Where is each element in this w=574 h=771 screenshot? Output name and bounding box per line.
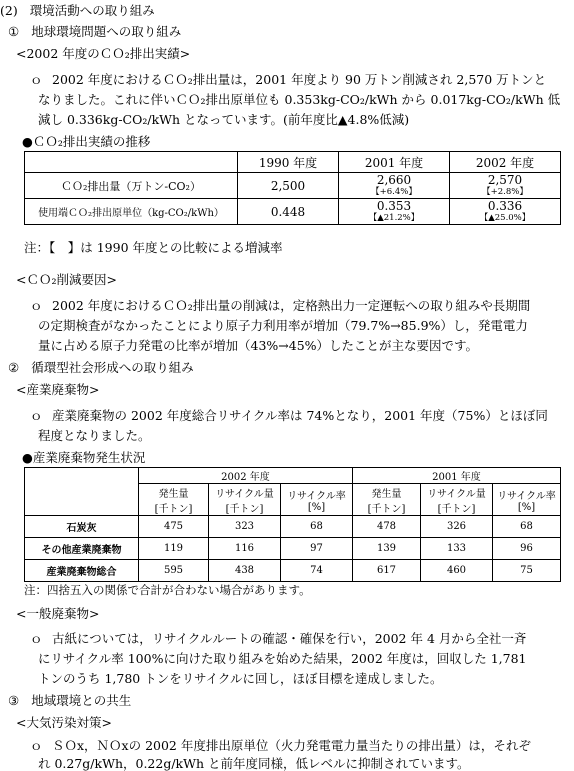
- table-cell: 0.448: [238, 199, 339, 225]
- table-cell: 133: [421, 538, 493, 560]
- subsection-1-number: ①: [8, 24, 20, 39]
- industrial-waste-table: [24, 467, 561, 582]
- co2-emissions-table: [24, 151, 561, 225]
- table-cell: 460: [421, 560, 493, 582]
- table-header-row: [25, 468, 561, 484]
- co2-results-heading: <2002 年度のＣＯ₂排出実績>: [16, 46, 191, 61]
- table-cell: 323: [209, 516, 281, 538]
- column-header: リサイクル率 [%]: [493, 484, 561, 516]
- table-row: [25, 538, 561, 560]
- table-header-row: [25, 152, 561, 173]
- table-note: 注：【 】は 1990 年度との比較による増減率: [24, 240, 283, 255]
- subsection-3-number: ③: [8, 693, 20, 708]
- column-header: 発生量 [千トン]: [139, 484, 209, 516]
- bullet-icon: ｏ: [30, 298, 43, 313]
- row-label: その他産業廃棄物: [25, 538, 139, 560]
- table-cell: 68: [281, 516, 353, 538]
- paragraph-line: 量に占める原子力発電の比率が増加（43%→45%）したことが主な要因です。: [38, 338, 479, 353]
- column-header: リサイクル量 [千トン]: [421, 484, 493, 516]
- paragraph-line: 程度となりました。: [38, 428, 151, 443]
- table-cell: 438: [209, 560, 281, 582]
- table-cell: 2,570 【+2.8%】: [450, 173, 561, 199]
- subsection-2-title: 循環型社会形成への取り組み: [31, 360, 194, 375]
- table-cell: 139: [353, 538, 421, 560]
- table-row: [25, 516, 561, 538]
- air-pollution-heading: <大気汚染対策>: [16, 715, 112, 730]
- paragraph-line: ｏ 古紙については，リサイクルルートの確認・確保を行い，2002 年 4 月から全社一斉: [30, 631, 527, 646]
- table-note: 注：四捨五入の関係で合計が合わない場合があります。: [24, 583, 311, 597]
- row-label: 石炭灰: [25, 516, 139, 538]
- table-cell: 97: [281, 538, 353, 560]
- subsection-3-title: 地域環境との共生: [31, 693, 132, 708]
- table-cell: 2,500: [238, 173, 339, 199]
- subsection-3-heading: [8, 693, 131, 709]
- general-waste-heading: <一般廃棄物>: [16, 606, 100, 621]
- table-corner-cell: [25, 468, 139, 516]
- table-cell: 617: [353, 560, 421, 582]
- paragraph-line: ｏ 2002 年度におけるＣＯ₂排出量の削減は，定格熱出力一定運転への取り組みや長期間: [30, 298, 531, 313]
- table-row: [25, 199, 561, 225]
- paragraph-line: れ 0.27g/kWh，0.22g/kWh と前年度同様，低レベルに抑制されています。: [38, 756, 470, 771]
- waste-table-title: ●産業廃棄物発生状況: [22, 450, 146, 465]
- table-cell: 0.336 【▲25.0%】: [450, 199, 561, 225]
- subsection-1-heading: [8, 24, 181, 40]
- column-header: リサイクル率 [%]: [281, 484, 353, 516]
- table-cell: 326: [421, 516, 493, 538]
- table-cell: 68: [493, 516, 561, 538]
- table-cell: 475: [139, 516, 209, 538]
- table-cell: 0.353 【▲21.2%】: [339, 199, 450, 225]
- paragraph-line: 減し 0.336kg-CO₂/kWh となっています。(前年度比▲4.8%低減): [38, 112, 410, 127]
- table-cell: 96: [493, 538, 561, 560]
- section-number: (2): [0, 3, 18, 18]
- paragraph-line: にリサイクル率 100%に向けた取り組みを始めた結果，2002 年度は，回収した 1,781: [38, 651, 527, 666]
- co2-table-title: ●ＣＯ₂排出実績の推移: [22, 134, 151, 149]
- paragraph-line: の定期検査がなかったことにより原子力利用率が増加（79.7%→85.9%）し，発電電力: [38, 318, 528, 333]
- table-header-cell: 1990 年度: [238, 152, 339, 173]
- row-label: 使用端ＣＯ₂排出原単位（kg-CO₂/kWh）: [25, 199, 238, 225]
- row-label: ＣＯ₂排出量（万トン-CO₂）: [25, 173, 238, 199]
- subsection-2-number: ②: [8, 360, 20, 375]
- table-header-cell: 2001 年度: [339, 152, 450, 173]
- column-header: 発生量 [千トン]: [353, 484, 421, 516]
- co2-reduction-heading: <ＣＯ₂削減要因>: [16, 272, 117, 287]
- bullet-icon: ｏ: [30, 408, 43, 423]
- bullet-icon: ｏ: [30, 72, 43, 87]
- bullet-icon: ｏ: [30, 738, 43, 753]
- table-cell: 2,660 【+6.4%】: [339, 173, 450, 199]
- table-row: [25, 173, 561, 199]
- paragraph-line: ｏ ＳＯx，ＮＯxの 2002 年度排出原単位（火力発電電力量当たりの排出量）は，それぞ: [30, 738, 531, 753]
- subsection-2-heading: [8, 360, 194, 376]
- section-header: [0, 3, 155, 19]
- table-cell: 74: [281, 560, 353, 582]
- paragraph-line: なりました。これに伴いＣＯ₂排出原単位も 0.353kg-CO₂/kWh から 0.017kg-CO₂/kWh 低: [38, 92, 561, 107]
- year-header-2002: 2002 年度: [139, 468, 353, 484]
- paragraph-line: ｏ 産業廃棄物の 2002 年度総合リサイクル率は 74%となり，2001 年度（75%）とほぼ同: [30, 408, 548, 423]
- industrial-waste-heading: <産業廃棄物>: [16, 382, 100, 397]
- table-header-cell: [25, 152, 238, 173]
- table-cell: 595: [139, 560, 209, 582]
- paragraph-line: トンのうち 1,780 トンをリサイクルに回し，ほぼ目標を達成しました。: [38, 671, 443, 686]
- year-header-2001: 2001 年度: [353, 468, 561, 484]
- paragraph-line: ｏ 2002 年度におけるＣＯ₂排出量は，2001 年度より 90 万トン削減され 2,570 万トンと: [30, 72, 547, 87]
- column-header: リサイクル量 [千トン]: [209, 484, 281, 516]
- table-cell: 116: [209, 538, 281, 560]
- table-row: [25, 560, 561, 582]
- table-cell: 119: [139, 538, 209, 560]
- row-label: 産業廃棄物総合: [25, 560, 139, 582]
- subsection-1-title: 地球環境問題への取り組み: [31, 24, 182, 39]
- table-header-cell: 2002 年度: [450, 152, 561, 173]
- table-cell: 478: [353, 516, 421, 538]
- section-title: 環境活動への取り組み: [29, 3, 155, 18]
- table-cell: 75: [493, 560, 561, 582]
- bullet-icon: ｏ: [30, 631, 43, 646]
